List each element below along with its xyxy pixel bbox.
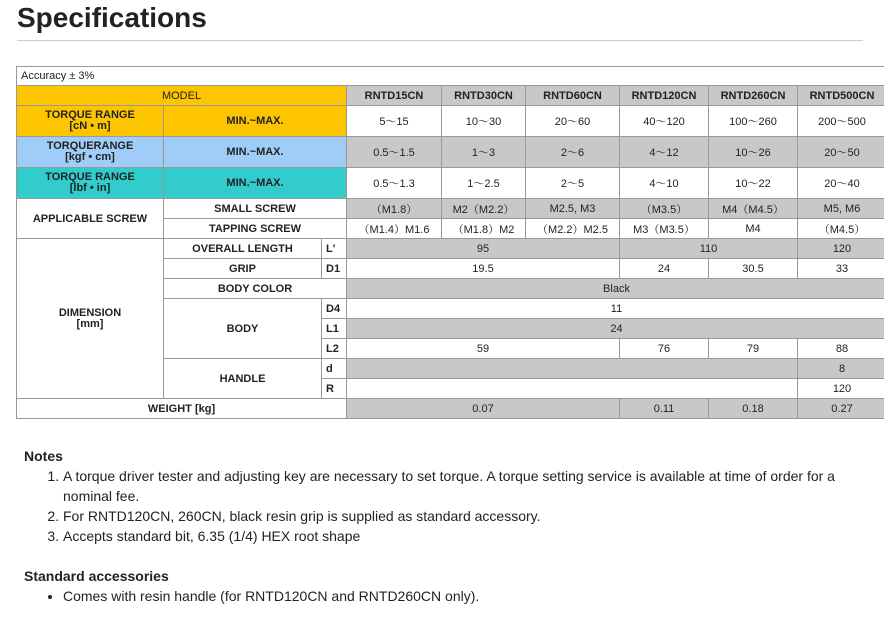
table-cell: 100～260 <box>709 106 798 137</box>
model-name: RNTD120CN <box>620 86 709 106</box>
table-row <box>17 239 884 259</box>
tapping-screw-label: TAPPING SCREW <box>164 219 347 239</box>
dimension-label-line1: DIMENSION <box>58 306 122 319</box>
table-cell: 0.5～1.3 <box>347 168 442 199</box>
accuracy-note: Accuracy ± 3% <box>17 67 884 86</box>
table-row <box>17 168 884 199</box>
table-cell: 0.07 <box>347 399 620 419</box>
specifications-table <box>16 66 884 419</box>
torque-lbfin-sub: MIN.~MAX. <box>164 168 347 199</box>
table-cell: 8 <box>798 359 884 379</box>
table-cell: 24 <box>620 259 709 279</box>
table-cell: 20～50 <box>798 137 884 168</box>
table-cell: （M1.8） <box>347 199 442 219</box>
dimension-label <box>17 239 164 399</box>
accessories-section <box>24 568 854 606</box>
body-color-label: BODY COLOR <box>164 279 347 299</box>
table-cell: M3（M3.5） <box>620 219 709 239</box>
torque-lbfin-label <box>17 168 164 199</box>
grip-label: GRIP <box>164 259 322 279</box>
overall-length-label: OVERALL LENGTH <box>164 239 322 259</box>
torque-lbfin-label-line1: TORQUE RANGE <box>45 171 135 183</box>
model-name: RNTD30CN <box>442 86 526 106</box>
table-cell: 110 <box>620 239 798 259</box>
table-cell: 20～40 <box>798 168 884 199</box>
table-cell: 30.5 <box>709 259 798 279</box>
table-cell: 4～12 <box>620 137 709 168</box>
table-cell: 10～26 <box>709 137 798 168</box>
d-code: d <box>322 359 347 379</box>
table-cell: 120 <box>798 379 884 399</box>
table-cell: 33 <box>798 259 884 279</box>
table-cell: 88 <box>798 339 884 359</box>
torque-cnm-label <box>17 106 164 137</box>
small-screw-label: SMALL SCREW <box>164 199 347 219</box>
table-cell: M4 <box>709 219 798 239</box>
table-cell: （M4.5） <box>798 219 884 239</box>
torque-kgfcm-label-line1: TORQUERANGE <box>46 140 134 152</box>
table-row <box>17 106 884 137</box>
table-cell: 120 <box>798 239 884 259</box>
table-cell: 95 <box>347 239 620 259</box>
table-cell: 11 <box>347 299 884 319</box>
notes-list <box>24 466 854 546</box>
accessories-heading: Standard accessories <box>24 568 169 584</box>
table-cell: 24 <box>347 319 884 339</box>
note-item: 3. Accepts standard bit, 6.35 (1/4) HEX root shape <box>63 526 854 546</box>
l2-code: L2 <box>322 339 347 359</box>
table-cell: 76 <box>620 339 709 359</box>
table-cell: M4（M4.5） <box>709 199 798 219</box>
model-name: RNTD60CN <box>526 86 620 106</box>
table-row <box>17 199 884 219</box>
table-cell: 79 <box>709 339 798 359</box>
grip-code: D1 <box>322 259 347 279</box>
model-name: RNTD500CN <box>798 86 884 106</box>
torque-kgfcm-sub: MIN.~MAX. <box>164 137 347 168</box>
table-cell: 40～120 <box>620 106 709 137</box>
table-cell: 200～500 <box>798 106 884 137</box>
dimension-label-line2: [mm] <box>76 317 104 330</box>
table-cell: 1～3 <box>442 137 526 168</box>
table-cell: 10～30 <box>442 106 526 137</box>
table-cell-empty <box>347 359 798 379</box>
torque-kgfcm-label-line2: [kgf • cm] <box>65 151 115 163</box>
table-cell: 1～2.5 <box>442 168 526 199</box>
accessory-item: • Comes with resin handle (for RNTD120CN and RNTD260CN only). <box>63 586 854 606</box>
table-cell: 10～22 <box>709 168 798 199</box>
table-cell: 59 <box>347 339 620 359</box>
table-cell: （M1.4）M1.6 <box>347 219 442 239</box>
torque-cnm-label-line2: [cN • m] <box>69 120 111 132</box>
table-row <box>17 86 884 106</box>
table-cell: （M2.2）M2.5 <box>526 219 620 239</box>
table-cell: Black <box>347 279 884 299</box>
note-item: 2. For RNTD120CN, 260CN, black resin grip is supplied as standard accessory. <box>63 506 854 526</box>
table-cell: 19.5 <box>347 259 620 279</box>
handle-label: HANDLE <box>164 359 322 399</box>
torque-cnm-sub: MIN.~MAX. <box>164 106 347 137</box>
table-cell: 5～15 <box>347 106 442 137</box>
l1-code: L1 <box>322 319 347 339</box>
table-cell: 20～60 <box>526 106 620 137</box>
table-cell-empty <box>347 379 798 399</box>
table-cell: 0.18 <box>709 399 798 419</box>
overall-length-code: L' <box>322 239 347 259</box>
notes-section <box>24 448 854 546</box>
notes-heading: Notes <box>24 448 63 464</box>
model-name: RNTD15CN <box>347 86 442 106</box>
table-cell: 0.11 <box>620 399 709 419</box>
table-cell: 0.5～1.5 <box>347 137 442 168</box>
model-header: MODEL <box>17 86 347 106</box>
table-cell: M2（M2.2） <box>442 199 526 219</box>
page-title: Specifications <box>17 2 207 33</box>
table-row <box>17 399 884 419</box>
weight-label: WEIGHT [kg] <box>17 399 347 419</box>
table-cell: （M1.8）M2 <box>442 219 526 239</box>
table-cell: M5, M6 <box>798 199 884 219</box>
table-cell: 0.27 <box>798 399 884 419</box>
torque-cnm-label-line1: TORQUE RANGE <box>45 109 135 121</box>
torque-lbfin-label-line2: [lbf • in] <box>69 182 111 194</box>
r-code: R <box>322 379 347 399</box>
applicable-screw-label: APPLICABLE SCREW <box>17 199 164 239</box>
table-cell: 4～10 <box>620 168 709 199</box>
model-name: RNTD260CN <box>709 86 798 106</box>
body-label: BODY <box>164 299 322 359</box>
table-cell: 2～6 <box>526 137 620 168</box>
table-cell: 2～5 <box>526 168 620 199</box>
accessories-list <box>24 586 854 606</box>
note-item: 1. A torque driver tester and adjusting key are necessary to set torque. A torque setting service is available at time of order for a nominal fee. <box>63 466 854 506</box>
d4-code: D4 <box>322 299 347 319</box>
table-row <box>17 137 884 168</box>
torque-kgfcm-label <box>17 137 164 168</box>
table-cell: M2.5, M3 <box>526 199 620 219</box>
table-cell: （M3.5） <box>620 199 709 219</box>
title-divider <box>17 40 863 41</box>
